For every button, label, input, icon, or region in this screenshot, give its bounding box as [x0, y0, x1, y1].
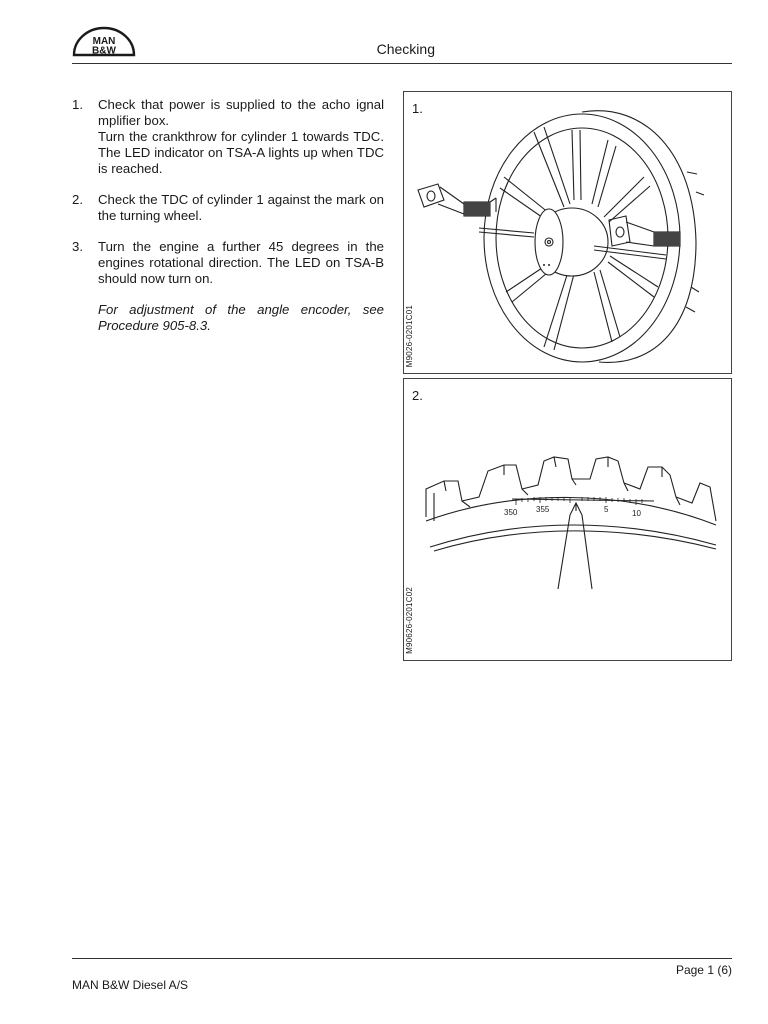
logo-text-bottom: B&W — [92, 45, 116, 57]
scale-label: 355 — [536, 505, 550, 514]
page-title: Checking — [376, 41, 435, 57]
figure-label: 2. — [412, 388, 423, 403]
figure-code: M9026-0201C01 — [405, 304, 414, 367]
scale-label: 350 — [504, 508, 518, 517]
man-bw-logo — [72, 26, 136, 58]
adjustment-note: For adjustment of the angle encoder, see Procedure 905-8.3. — [98, 302, 384, 333]
figure-code: M90626-0201C02 — [405, 587, 414, 654]
step-text: Turn the crankthrow for cylinder 1 towards TDC. The LED indicator on TSA-A lights up when TDC is reached. — [98, 129, 384, 176]
header-divider — [72, 63, 732, 64]
procedure-steps — [72, 97, 384, 334]
page-number: Page 1 (6) — [675, 963, 732, 977]
step-text: Turn the engine a further 45 degrees in the engines rotational direction. The LED on TSA-B should now turn on. — [98, 239, 384, 286]
turning-wheel-drawing — [404, 92, 731, 373]
scale-label: 5 — [604, 505, 609, 514]
step-text: Check that power is supplied to the acho ignal mplifier box. — [98, 97, 384, 128]
figure-2-tdc-marking — [403, 378, 732, 661]
step-1 — [72, 97, 384, 177]
logo-text-top: MAN — [92, 36, 116, 47]
step-2 — [72, 192, 384, 224]
company-name: MAN B&W Diesel A/S — [72, 978, 189, 992]
footer-divider — [72, 958, 732, 959]
figure-label: 1. — [412, 101, 423, 116]
step-number: 1. — [72, 97, 83, 112]
step-3 — [72, 239, 384, 287]
step-text: Check the TDC of cylinder 1 against the mark on the turning wheel. — [98, 192, 384, 223]
scale-label: 10 — [632, 509, 641, 518]
gear-scale-drawing — [404, 379, 731, 660]
figure-1-turning-wheel — [403, 91, 732, 374]
step-number: 3. — [72, 239, 83, 254]
step-number: 2. — [72, 192, 83, 207]
